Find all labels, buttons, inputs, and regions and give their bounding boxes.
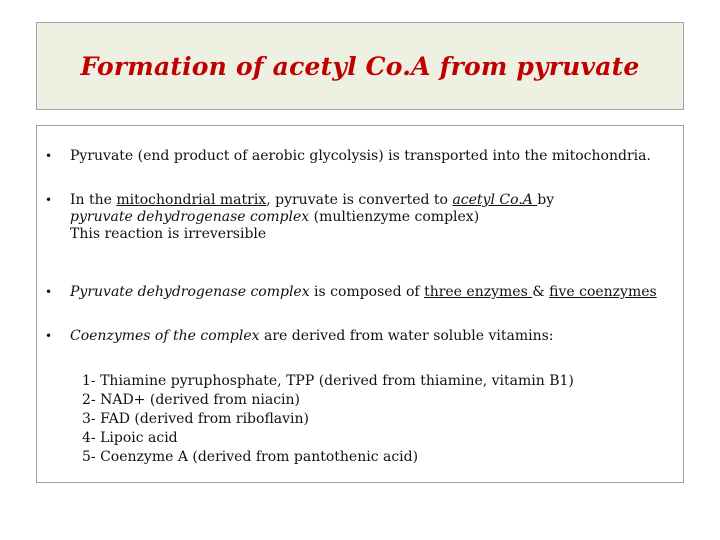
bullet-2-line-2 xyxy=(70,209,680,226)
bullet-2-text xyxy=(70,192,680,243)
mitochondrial-matrix-term: mitochondrial matrix xyxy=(116,192,267,208)
bullet-4-text xyxy=(70,328,680,345)
content-box xyxy=(36,125,684,483)
coenzymes-term: Coenzymes of the complex xyxy=(70,328,260,344)
slide-title: Formation of acetyl Co.A from pyruvate xyxy=(80,51,640,81)
text-segment: is composed of xyxy=(309,284,425,300)
list-item: 3- FAD (derived from riboflavin) xyxy=(82,411,309,427)
text-segment: (multienzyme complex) xyxy=(309,209,480,225)
three-enzymes-term: three enzymes xyxy=(424,284,533,300)
list-item: 1- Thiamine pyruphosphate, TPP (derived from thiamine, vitamin B1) xyxy=(82,373,574,389)
bullet-dot: • xyxy=(45,329,53,343)
text-segment: by xyxy=(537,192,555,208)
text-segment: , pyruvate is converted to xyxy=(266,192,453,208)
list-item: 2- NAD+ (derived from niacin) xyxy=(82,392,301,408)
bullet-2-line-3: This reaction is irreversible xyxy=(70,226,267,242)
bullet-2-line-1 xyxy=(70,192,680,209)
acetyl-coa-term: acetyl Co.A xyxy=(452,192,538,208)
title-box xyxy=(36,22,684,110)
pdh-complex-term: Pyruvate dehydrogenase complex xyxy=(70,284,310,300)
bullet-dot: • xyxy=(45,193,53,207)
bullet-dot: • xyxy=(45,285,53,299)
five-coenzymes-term: five coenzymes xyxy=(549,284,657,300)
text-segment: In the xyxy=(70,192,117,208)
text-segment: are derived from water soluble vitamins: xyxy=(259,328,554,344)
pdh-complex-term: pyruvate dehydrogenase complex xyxy=(70,209,310,225)
list-item: 4- Lipoic acid xyxy=(82,430,178,446)
coenzyme-list xyxy=(82,372,574,467)
list-item: 5- Coenzyme A (derived from pantothenic acid) xyxy=(82,449,419,465)
bullet-dot: • xyxy=(45,149,53,163)
bullet-3-text xyxy=(70,284,680,301)
bullet-1-text: Pyruvate (end product of aerobic glycolysis) is transported into the mitochondria. xyxy=(70,148,651,164)
text-segment: & xyxy=(532,284,550,300)
